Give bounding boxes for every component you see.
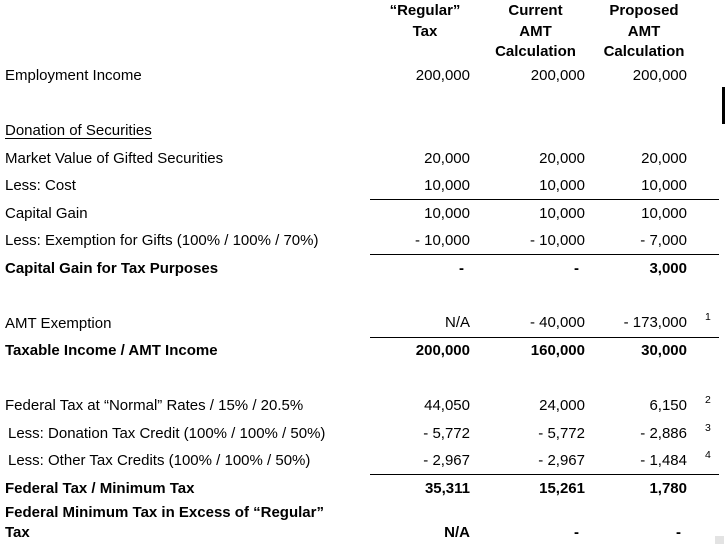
row-label: Less: Donation Tax Credit (100% / 100% / 50%) [8,424,326,442]
cell-current: - [574,524,579,542]
row-federal-minimum-tax-excess-line1 [0,502,726,523]
row-label: AMT Exemption [5,314,112,332]
row-section-donation-of-securities [0,117,726,145]
footnote-ref [687,255,719,257]
footnote-ref [687,227,719,229]
spacer-row [0,365,726,393]
footnote-ref [687,337,719,339]
cell-regular: 200,000 [415,67,470,85]
cell-regular: 44,050 [424,397,470,415]
cell-regular: 10,000 [424,176,470,194]
row-capital-gain [0,200,726,228]
cell-current: - 40,000 [529,314,585,332]
cell-proposed: - [676,524,681,542]
cell-current: - 2,967 [538,451,585,469]
cell-current: - 10,000 [529,231,585,249]
cell-regular: - 2,967 [423,451,470,469]
row-market-value [0,145,726,173]
row-employment-income [0,62,726,90]
cell-proposed: 1,780 [649,479,687,497]
cell-regular: - 10,000 [414,231,470,249]
cell-current: 10,000 [539,204,585,222]
footnote-ref-2: 2 [705,394,711,406]
cell-proposed: - 7,000 [640,231,687,249]
cell-current: - 5,772 [538,424,585,442]
header-line: AMT [627,22,661,40]
row-label: Capital Gain for Tax Purposes [5,259,219,277]
cell-current: - [574,259,579,277]
row-label: Tax [5,524,30,542]
footnote-ref [687,475,719,477]
cell-regular: - [459,259,464,277]
row-amt-exemption [0,310,726,338]
header-line: Calculation [495,43,576,60]
header-line: Current [508,2,563,19]
footnote-ref [687,172,719,174]
cell-current: 20,000 [539,149,585,167]
cell-current: 15,261 [539,479,585,497]
row-federal-tax-minimum-tax [0,475,726,503]
cell-regular: N/A [444,524,470,542]
cell-proposed: 10,000 [641,176,687,194]
header-line: Proposed [609,2,679,19]
spacer-row [0,90,726,118]
row-federal-minimum-tax-excess-line2 [0,523,726,544]
footnote-ref [687,62,719,64]
cell-proposed: - 1,484 [640,451,687,469]
cell-proposed: 200,000 [632,67,687,85]
row-label: Market Value of Gifted Securities [5,149,224,167]
cell-current: 160,000 [530,342,585,360]
cell-proposed: 10,000 [641,204,687,222]
row-less-cost [0,172,726,200]
row-capital-gain-for-tax-purposes [0,255,726,283]
cell-proposed: 6,150 [649,397,687,415]
cell-proposed: - 173,000 [623,314,687,332]
spacer-row [0,282,726,310]
cell-proposed: 30,000 [641,342,687,360]
cell-regular: 10,000 [424,204,470,222]
row-label: Less: Exemption for Gifts (100% / 100% / 70%) [5,232,319,250]
row-label: Employment Income [5,67,142,85]
row-less-other-tax-credits [0,447,726,475]
cell-current: 24,000 [539,397,585,415]
column-header-regular-tax [370,0,470,63]
cell-regular: 35,311 [424,479,470,497]
cell-regular: - 5,772 [423,424,470,442]
header-spacer [687,0,719,63]
cell-current: 200,000 [530,67,585,85]
footnote-ref-3: 3 [705,421,711,434]
row-label: Capital Gain [5,204,88,222]
cell-regular: 20,000 [424,149,470,167]
row-label: Less: Cost [5,177,76,195]
section-title: Donation of Securities [5,122,152,140]
row-federal-tax-normal-rates [0,392,726,420]
row-label: Federal Minimum Tax in Excess of “Regular” [5,503,324,521]
cell-regular: N/A [444,314,470,332]
cell-proposed: 20,000 [641,149,687,167]
cell-regular: 200,000 [415,342,470,360]
header-spacer [0,0,370,63]
row-less-donation-tax-credit [0,420,726,448]
header-line: AMT [519,22,552,40]
row-taxable-income [0,337,726,365]
cell-proposed: 3,000 [649,259,687,277]
cell-proposed: - 2,886 [640,424,687,442]
row-label: Less: Other Tax Credits (100% / 100% / 50%) [8,452,311,470]
footnote-ref [687,523,719,525]
footnote-ref-4: 4 [705,448,711,461]
footnote-ref-1: 1 [705,311,711,323]
header-line: Tax [412,22,438,40]
header-line: Calculation [603,43,685,60]
footnote-ref [687,145,719,147]
row-less-exemption-for-gifts [0,227,726,255]
table-header [0,0,726,62]
column-header-current-amt [470,0,585,63]
row-label: Federal Tax at “Normal” Rates / 15% / 20.5% [5,397,304,415]
cell-current: 10,000 [539,176,585,194]
column-header-proposed-amt [585,0,687,63]
header-line: “Regular” [389,2,461,19]
scrollbar-thumb[interactable] [722,87,725,124]
row-label: Federal Tax / Minimum Tax [5,479,195,497]
scrollbar-corner [715,536,724,544]
footnote-ref [687,200,719,202]
row-label: Taxable Income / AMT Income [5,342,218,360]
